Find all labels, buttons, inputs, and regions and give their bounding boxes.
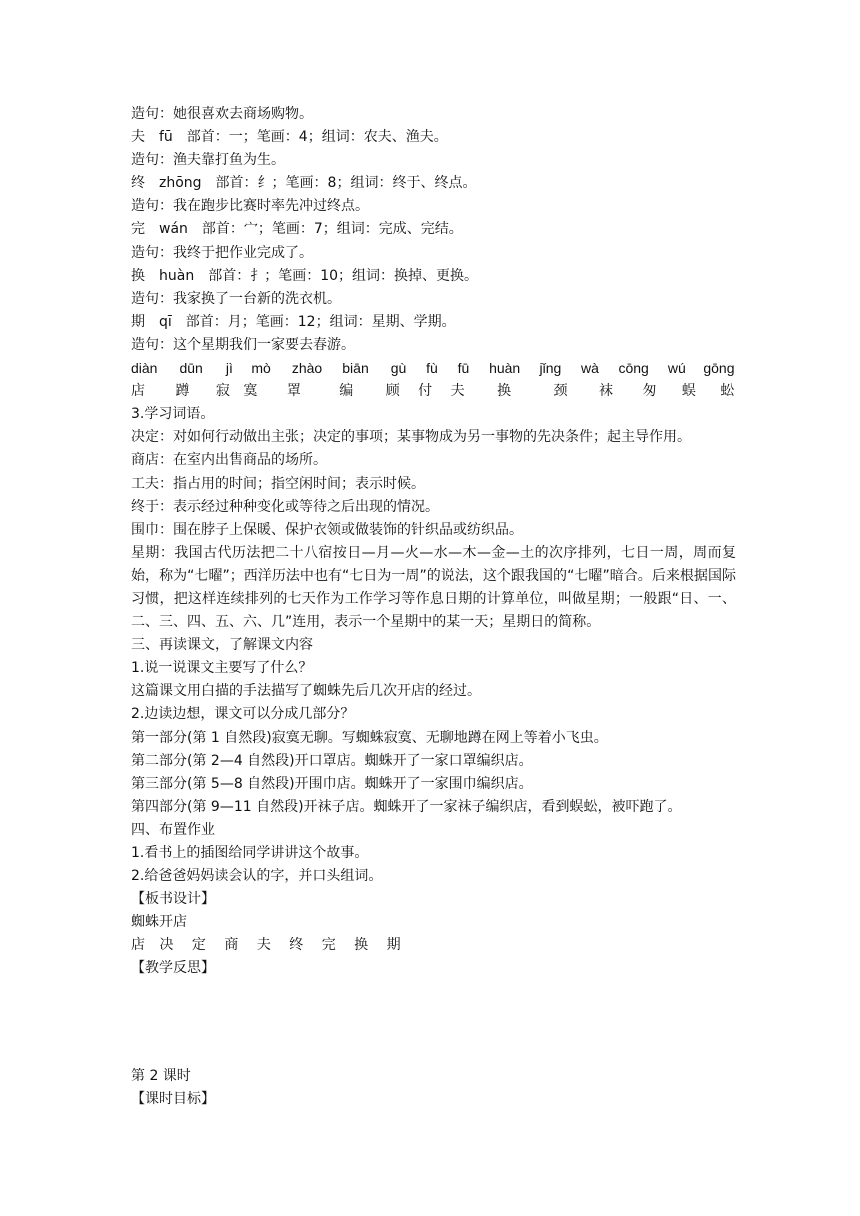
text-line: 2.给爸爸妈妈读会认的字，并口头组词。 — [131, 868, 383, 885]
text-line: 第三部分(第 5—8 自然段)开围巾店。蜘蛛开了一家围巾编织店。 — [131, 775, 533, 792]
character: 蜈 — [681, 383, 696, 400]
pinyin: diàn — [131, 360, 158, 377]
pinyin: biān — [342, 360, 369, 377]
character: 店 — [131, 383, 145, 400]
character: 夫 — [450, 383, 465, 400]
board-character: 夫 — [256, 937, 271, 954]
text-line: 夫 fū 部首：一；笔画：4；组词：农夫、渔夫。 — [131, 129, 448, 146]
text-line: 造句：这个星期我们一家要去春游。 — [131, 336, 355, 353]
board-character: 完 — [321, 937, 336, 954]
question: 2.边读边想，课文可以分成几部分？ — [131, 706, 355, 723]
pinyin: wà — [580, 360, 599, 377]
pinyin: gōng — [703, 360, 735, 377]
pinyin: fù — [426, 360, 438, 377]
text-line: 换 huàn 部首：扌；笔画：10；组词：换掉、更换。 — [131, 267, 479, 284]
board-characters — [131, 934, 736, 957]
blank-space — [131, 981, 736, 1065]
character: 寞 — [243, 383, 258, 400]
board-character: 店 — [131, 937, 145, 954]
text-line: 第二部分(第 2—4 自然段)开口罩店。蜘蛛开了一家口罩编织店。 — [131, 752, 533, 769]
character: 蹲 — [175, 383, 190, 400]
character: 罩 — [286, 383, 301, 400]
lesson-title: 第 2 课时 — [131, 1067, 191, 1084]
pinyin-row — [131, 357, 736, 380]
text-line: 终于：表示经过种种变化或等待之后出现的情况。 — [131, 498, 439, 515]
xingqi-paragraph: 星期：我国古代历法把二十八宿按日—月—火—水—木—金—土的次序排列，七日一周，周而复始，称为“七曜”；西洋历法中也有“七日为一周”的说法，这个跟我国的“七曜”暗合。后来根据国际习惯，把这样连续排列的七天作为工作学习等作息日期的计算单位，叫做星期；一般跟“日、一、二、三、四、五、六、几”连用，表示一个星期中的某一天；星期日的简称。 — [131, 544, 736, 631]
text-line: 造句：她很喜欢去商场购物。 — [131, 106, 313, 122]
text-line: 造句：我终于把作业完成了。 — [131, 244, 313, 261]
character: 蚣 — [720, 383, 735, 400]
text-line: 终 zhōng 部首：纟；笔画：8；组词：终于、终点。 — [131, 175, 477, 192]
text-line: 期 qī 部首：月；笔画：12；组词：星期、学期。 — [131, 313, 456, 330]
pinyin: fū — [457, 360, 470, 377]
section-heading: 【板书设计】 — [131, 891, 215, 908]
text-line: 1.看书上的插图给同学讲讲这个故事。 — [131, 845, 369, 861]
pinyin: zhào — [291, 360, 323, 377]
board-character: 定 — [191, 937, 206, 954]
pinyin: jì — [225, 360, 233, 377]
pinyin: huàn — [489, 360, 521, 377]
character: 寂 — [215, 383, 230, 400]
board-title: 蜘蛛开店 — [131, 914, 187, 931]
board-character: 决 — [159, 937, 174, 954]
pinyin: dūn — [179, 360, 203, 377]
text-line: 第四部分(第 9—11 自然段)开袜子店。蜘蛛开了一家袜子编织店，看到蜈蚣，被吓跑了。 — [131, 798, 682, 815]
board-character: 期 — [386, 937, 401, 954]
lesson-content — [131, 103, 736, 1111]
character: 顾 — [385, 383, 400, 400]
section-heading: 3.学习词语。 — [131, 406, 215, 423]
board-character: 终 — [289, 937, 304, 954]
reading-section — [131, 634, 736, 934]
text-line: 第一部分(第 1 自然段)寂寞无聊。写蜘蛛寂寞、无聊地蹲在网上等着小飞虫。 — [131, 729, 608, 746]
text-line: 造句：渔夫靠打鱼为生。 — [131, 152, 285, 169]
pinyin: gù — [390, 360, 407, 377]
character: 编 — [339, 383, 354, 400]
text-line: 完 wán 部首：宀；笔画：7；组词：完成、完结。 — [131, 221, 463, 238]
pinyin: jǐng — [539, 360, 562, 377]
section-heading: 【课时目标】 — [131, 1090, 215, 1107]
section-heading: 四、布置作业 — [131, 821, 215, 838]
text-line: 决定：对如何行动做出主张；决定的事项；某事物成为另一事物的先决条件；起主导作用。 — [131, 429, 691, 446]
board-character: 商 — [224, 937, 239, 954]
text-line: 工夫：指占用的时间；指空闲时间；表示时候。 — [131, 475, 425, 492]
section-heading: 【教学反思】 — [131, 960, 215, 977]
text-line: 商店：在室内出售商品的场所。 — [131, 452, 327, 469]
pinyin: mò — [251, 360, 271, 377]
pinyin: wú — [667, 360, 686, 377]
text-line: 围巾：围在脖子上保暖、保护衣领或做装饰的针织品或纺织品。 — [131, 521, 523, 538]
text-line: 这篇课文用白描的手法描写了蜘蛛先后几次开店的经过。 — [131, 683, 481, 700]
character: 付 — [418, 383, 433, 400]
section-heading: 三、再读课文，了解课文内容 — [131, 637, 313, 654]
board-character: 换 — [354, 937, 369, 954]
question: 1.说一说课文主要写了什么？ — [131, 660, 313, 677]
character: 颈 — [553, 383, 568, 400]
character-row — [131, 380, 736, 403]
vocabulary-block — [131, 403, 736, 634]
text-line: 造句：我家换了一台新的洗衣机。 — [131, 290, 341, 307]
text-line: 造句：我在跑步比赛时率先冲过终点。 — [131, 198, 369, 215]
character: 换 — [497, 383, 512, 400]
pinyin: cōng — [618, 360, 649, 377]
character: 匆 — [642, 383, 657, 400]
character: 袜 — [598, 383, 613, 400]
character-study-block — [131, 103, 736, 357]
